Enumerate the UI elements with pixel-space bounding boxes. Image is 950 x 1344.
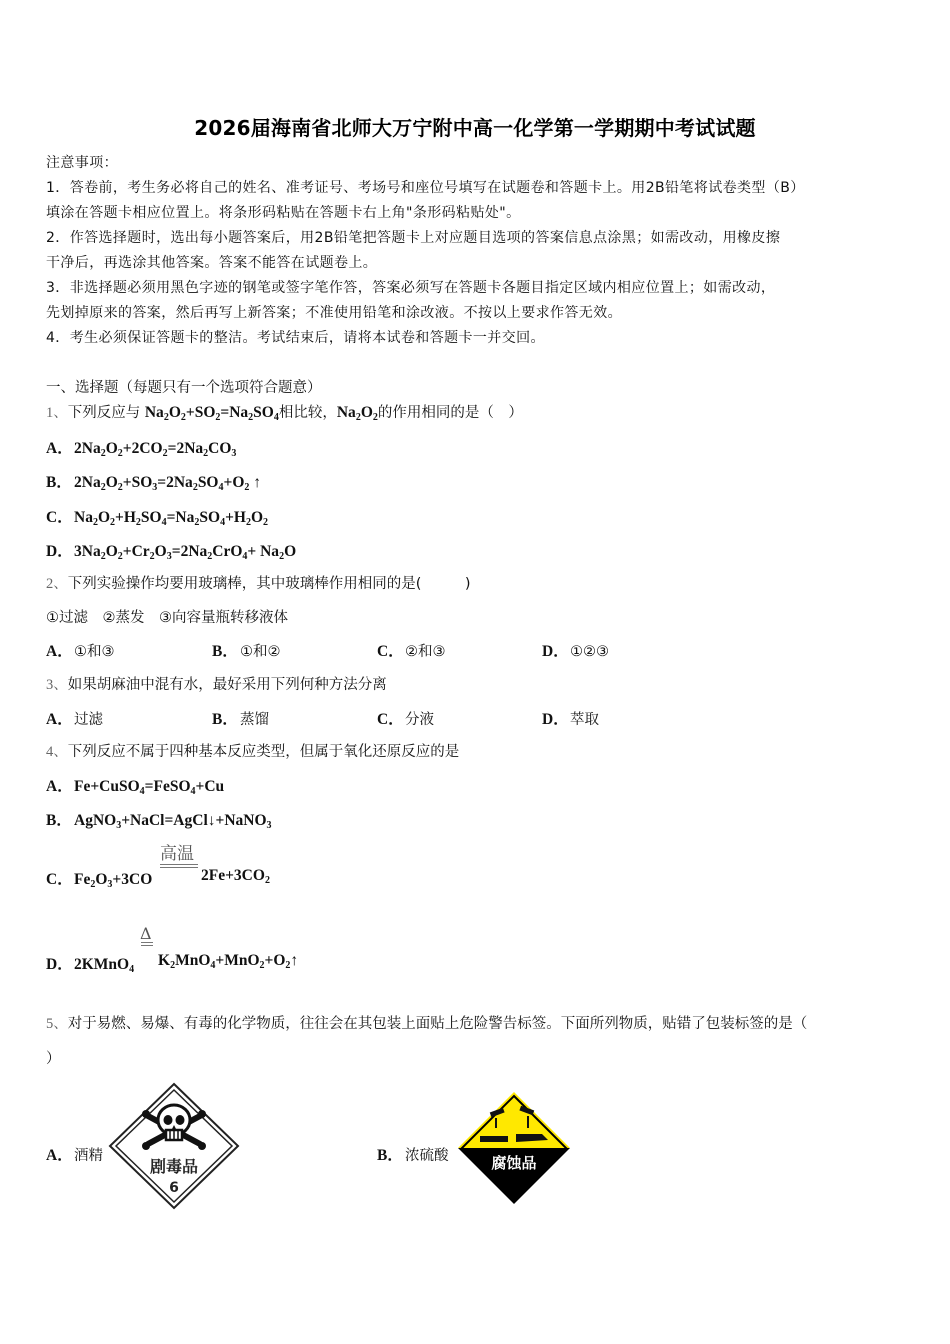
question-stem: 下列实验操作均要用玻璃棒，其中玻璃棒作用相同的是( ) <box>67 576 471 592</box>
question-1-option-d[interactable] <box>46 539 296 561</box>
question-3-option-a[interactable] <box>46 707 103 729</box>
option-text: 浓硫酸 <box>405 1148 449 1164</box>
notice-line: 先划掉原来的答案，然后再写上新答案；不准使用铅笔和涂改液。不按以上要求作答无效。 <box>46 305 622 321</box>
option-text: 蒸馏 <box>240 712 269 728</box>
notice-line: 2．作答选择题时，选出每小题答案后，用2B铅笔把答题卡上对应题目选项的答案信息点涂黑；如需改动，用橡皮擦 <box>46 230 781 246</box>
notice-heading: 注意事项： <box>46 155 118 171</box>
option-label: B． <box>46 812 72 829</box>
option-text: ①和② <box>240 644 281 660</box>
question-4-option-b[interactable] <box>46 808 272 830</box>
question-number: 5、 <box>46 1016 68 1032</box>
notice-line: 干净后，再选涂其他答案。答案不能答在试题卷上。 <box>46 255 378 271</box>
equation-left: 2KMnO$_4$ <box>74 956 135 975</box>
equation-right: $K_2MnO_4+MnO_2+O_2↑$ <box>158 952 299 971</box>
question-5-stem <box>46 1012 807 1033</box>
option-text: 分液 <box>405 712 434 728</box>
option-text: ①和③ <box>74 644 115 660</box>
equation-right: $2Fe+3CO_2$ <box>201 867 270 886</box>
question-2-option-d[interactable] <box>542 639 609 661</box>
question-2-option-c[interactable] <box>377 639 446 661</box>
question-4-option-d[interactable] <box>46 924 446 976</box>
question-2-option-b[interactable] <box>212 639 281 661</box>
question-4-option-a[interactable] <box>46 774 224 796</box>
exam-title: 2026届海南省北师大万宁附中高一化学第一学期期中考试试题 <box>194 116 756 140</box>
option-label: C． <box>377 643 404 660</box>
option-text: ②和③ <box>405 644 446 660</box>
question-2-options <box>46 639 906 661</box>
option-label: A． <box>46 778 73 795</box>
question-3-option-d[interactable] <box>542 707 599 729</box>
question-3-option-b[interactable] <box>212 707 269 729</box>
question-stem-rich: 下列反应与 $Na_2O_2+SO_2=Na_2SO_4$相比较，$Na_2O_2$的作用相同的是（ ） <box>67 404 523 423</box>
question-4-option-c[interactable] <box>46 844 446 891</box>
question-1-option-b[interactable] <box>46 470 261 492</box>
question-number: 1、 <box>46 405 68 421</box>
option-formula: $2Na_2O_2+2CO_2=2Na_2CO_3$ <box>74 440 237 459</box>
notice-line: 填涂在答题卡相应位置上。将条形码粘贴在答题卡右上角"条形码粘贴处"。 <box>46 205 521 221</box>
question-2-option-a[interactable] <box>46 639 115 661</box>
question-4-stem <box>46 740 459 761</box>
option-label: A． <box>46 711 73 728</box>
question-number: 3、 <box>46 677 68 693</box>
question-1-option-c[interactable] <box>46 505 268 527</box>
option-label: C． <box>46 509 73 526</box>
question-2-items: ①过滤 ②蒸发 ③向容量瓶转移液体 <box>46 610 288 626</box>
question-number: 4、 <box>46 744 68 760</box>
option-label: C． <box>377 711 404 728</box>
question-5-stem-cont: ） <box>46 1051 61 1067</box>
toxic-hazard-sign-icon <box>108 1082 240 1210</box>
option-label: B． <box>46 474 72 491</box>
option-text: 过滤 <box>74 712 103 728</box>
option-formula: Fe+CuSO$_4$=FeSO$_4$+Cu <box>74 778 225 797</box>
option-label: B． <box>377 1147 403 1164</box>
section-heading: 一、选择题（每题只有一个选项符合题意） <box>46 380 322 396</box>
sign-class-number: 6 <box>169 1180 179 1196</box>
option-label: A． <box>46 440 73 457</box>
corrosive-hazard-sign-icon <box>456 1090 572 1206</box>
option-label: D． <box>542 711 569 728</box>
equation-left: $Fe_2O_3+3CO$ <box>74 871 153 890</box>
notice-line: 4．考生必须保证答题卡的整洁。考试结束后，请将本试卷和答题卡一并交回。 <box>46 330 545 346</box>
question-3-option-c[interactable] <box>377 707 434 729</box>
option-label: B． <box>212 643 238 660</box>
sign-caption: 剧毒品 <box>149 1157 199 1176</box>
question-2-stem <box>46 572 471 593</box>
option-formula: $Na_2O_2+H_2SO_4=Na_2SO_4+H_2O_2$ <box>74 509 269 528</box>
option-formula: $2Na_2O_2+SO_3=2Na_2SO_4+O_2$ ↑ <box>74 474 262 493</box>
question-3-stem <box>46 673 387 694</box>
option-text: 酒精 <box>74 1148 103 1164</box>
question-3-options <box>46 707 906 729</box>
option-label: D． <box>46 543 73 560</box>
question-stem: 如果胡麻油中混有水，最好采用下列何种方法分离 <box>67 677 387 693</box>
reaction-condition: 高温 <box>160 844 194 864</box>
option-label: A． <box>46 643 73 660</box>
equals-sign <box>141 942 153 946</box>
option-label: D． <box>46 956 73 973</box>
option-text: 萃取 <box>570 712 599 728</box>
option-label: A． <box>46 1147 73 1164</box>
option-text: ①②③ <box>570 644 609 660</box>
option-formula: AgNO$_3$+NaCl=AgCl↓+NaNO$_3$ <box>74 812 272 831</box>
equals-sign <box>160 864 198 868</box>
notice-line: 1．答卷前，考生务必将自己的姓名、准考证号、考场号和座位号填写在试题卷和答题卡上。用2B铅笔将试卷类型（B） <box>46 180 805 196</box>
question-stem: 对于易燃、易爆、有毒的化学物质，往往会在其包装上面贴上危险警告标签。下面所列物质，贴错了包装标签的是（ <box>67 1016 808 1032</box>
notice-line: 3．非选择题必须用黑色字迹的钢笔或签字笔作答，答案必须写在答题卡各题目指定区域内相应位置上；如需改动， <box>46 280 776 296</box>
option-label: D． <box>542 643 569 660</box>
question-1-stem <box>46 401 523 422</box>
question-number: 2、 <box>46 576 68 592</box>
question-stem: 下列反应不属于四种基本反应类型，但属于氧化还原反应的是 <box>67 744 460 760</box>
option-label: C． <box>46 871 73 888</box>
question-5-option-a[interactable] <box>46 1143 103 1165</box>
option-formula: $3Na_2O_2+Cr_2O_3=2Na_2CrO_4+ Na_2O$ <box>74 543 297 562</box>
question-5-option-b[interactable] <box>377 1143 449 1165</box>
option-label: B． <box>212 711 238 728</box>
heat-condition-icon: Δ <box>140 924 152 943</box>
question-1-option-a[interactable] <box>46 436 236 458</box>
sign-caption: 腐蚀品 <box>491 1154 537 1172</box>
